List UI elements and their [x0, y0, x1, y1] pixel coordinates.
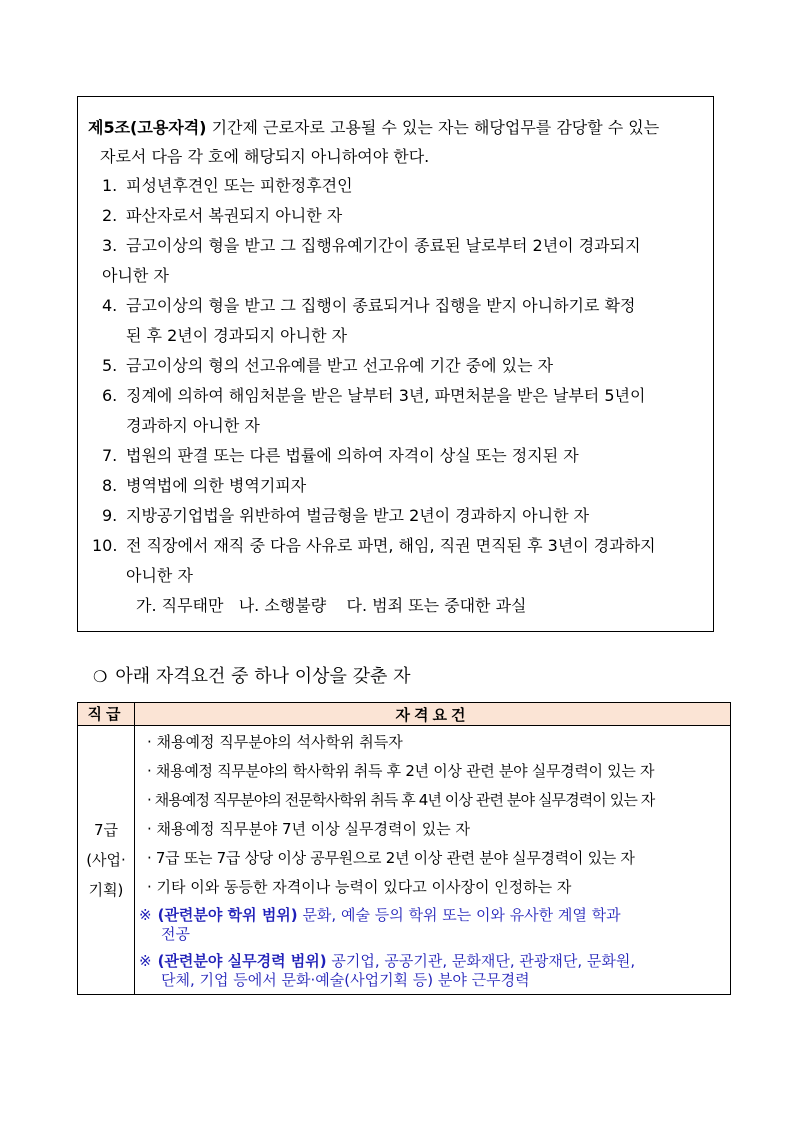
header-requirements: 자격요건 [135, 703, 731, 726]
sub-items: 가. 직무태만 나. 소행불량 다. 범죄 또는 중대한 과실 [136, 596, 527, 615]
list-item: 4. 금고이상의 형을 받고 그 집행이 종료되거나 집행을 받지 아니하기로 확정 된 후 2년이 경과되지 아니한 자 [102, 296, 636, 345]
table-row [78, 726, 731, 995]
requirement-line: · 기타 이와 동등한 자격이나 능력이 있다고 이사장이 인정하는 자 [147, 878, 572, 896]
article-intro: 기간제 근로자로 고용될 수 있는 자는 해당업무를 감당할 수 있는 [211, 118, 660, 137]
article-box [77, 96, 714, 632]
requirement-line: · 채용예정 직무분야의 전문학사학위 취득 후 4년 이상 관련 분야 실무경력이 있는 자 [147, 791, 655, 809]
circle-bullet-icon: ❍ [93, 667, 108, 686]
list-item: 10. 전 직장에서 재직 중 다음 사유로 파면, 해임, 직권 면직된 후 3년이 경과하지 아니한 자 [92, 536, 656, 585]
list-item: 9. 지방공기업법을 위반하여 벌금형을 받고 2년이 경과하지 아니한 자 [102, 506, 590, 525]
article-title: 제5조(고용자격) [88, 118, 207, 137]
note-degree-scope: ※ (관련분야 학위 범위) 문화, 예술 등의 학위 또는 이와 유사한 계열 학과 전공 [139, 906, 621, 943]
article-intro-cont: 자로서 다음 각 호에 해당되지 아니하여야 한다. [100, 147, 430, 166]
list-item: 7. 법원의 판결 또는 다른 법률에 의하여 자격이 상실 또는 정지된 자 [102, 446, 579, 465]
requirements-cell [135, 726, 731, 995]
list-item: 5. 금고이상의 형의 선고유예를 받고 선고유예 기간 중에 있는 자 [102, 356, 554, 375]
article-heading [88, 113, 703, 171]
header-grade: 직급 [78, 703, 135, 726]
list-item: 3. 금고이상의 형을 받고 그 집행유예기간이 종료된 날로부터 2년이 경과되지 아니한 자 [102, 236, 641, 285]
requirements-table [77, 702, 731, 995]
section-heading [93, 662, 411, 688]
requirement-line: · 7급 또는 7급 상당 이상 공무원으로 2년 이상 관련 분야 실무경력이 있는 자 [147, 849, 635, 867]
section-heading-text: 아래 자격요건 중 하나 이상을 갖춘 자 [115, 666, 411, 687]
table-header-row [78, 703, 731, 726]
list-item: 2. 파산자로서 복권되지 아니한 자 [102, 206, 343, 225]
list-item: 8. 병역법에 의한 병역기피자 [102, 476, 307, 495]
note-experience-scope: ※ (관련분야 실무경력 범위) 공기업, 공공기관, 문화재단, 관광재단, 문화원, 단체, 기업 등에서 문화·예술(사업기획 등) 분야 근무경력 [139, 952, 636, 989]
disqualification-list [88, 171, 703, 621]
requirement-line: · 채용예정 직무분야 7년 이상 실무경력이 있는 자 [147, 820, 470, 838]
list-item: 1. 피성년후견인 또는 피한정후견인 [102, 176, 353, 195]
list-item: 6. 징계에 의하여 해임처분을 받은 날부터 3년, 파면처분을 받은 날부터 5년이 경과하지 아니한 자 [102, 386, 646, 435]
requirement-line: · 채용예정 직무분야의 석사학위 취득자 [147, 733, 403, 751]
grade-cell: 7급 (사업· 기획) [78, 726, 135, 995]
requirement-line: · 채용예정 직무분야의 학사학위 취득 후 2년 이상 관련 분야 실무경력이 있는 자 [147, 762, 655, 780]
